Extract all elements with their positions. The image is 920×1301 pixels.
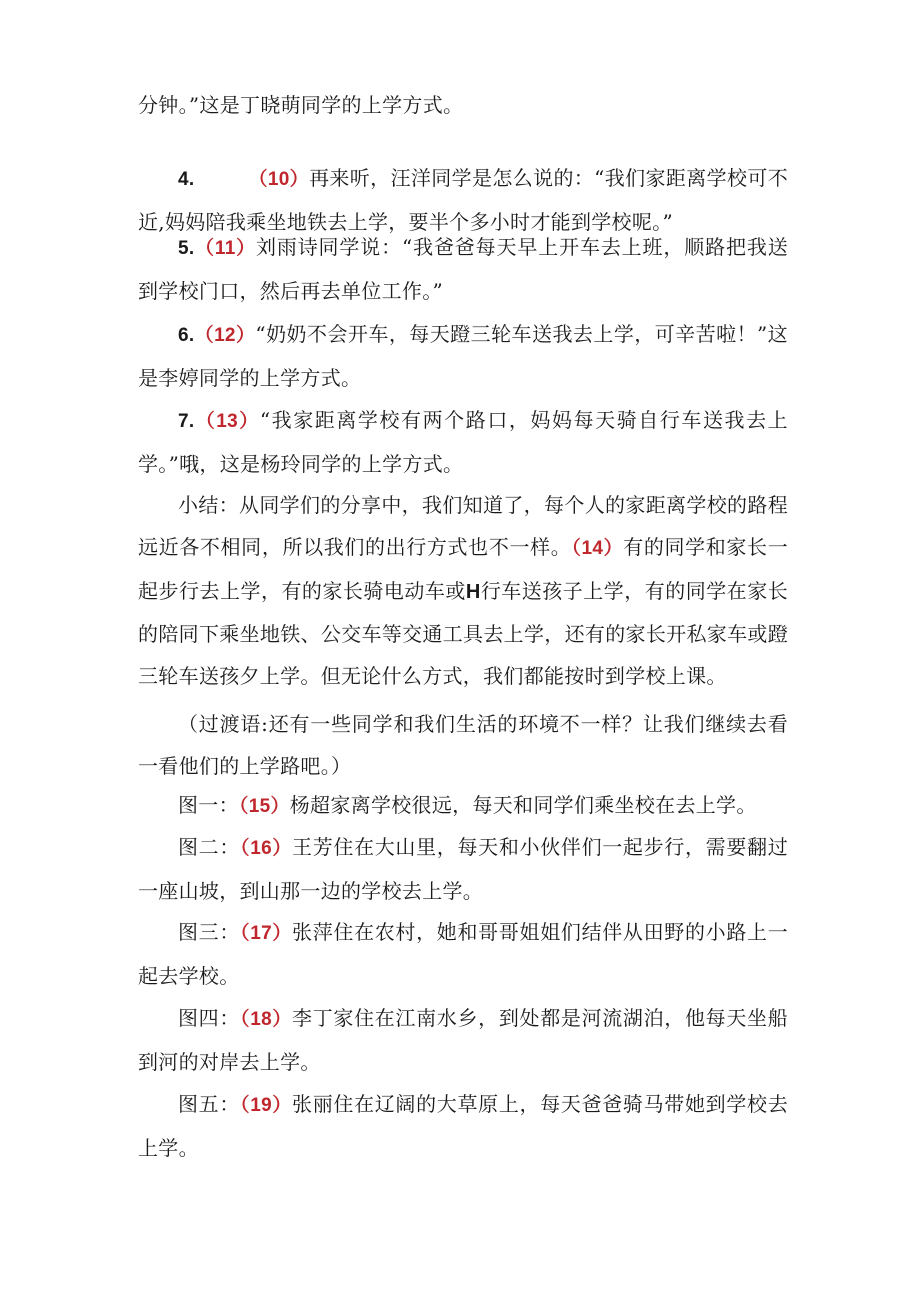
- paragraph-item-7: [138, 399, 788, 485]
- red-marker: （17）: [240, 923, 293, 944]
- summary-text-mid: 有的同学和家长一起步行去上学，有的家长骑电动车或: [138, 535, 788, 603]
- figure-label: 图五：: [178, 1092, 241, 1116]
- paragraph-text: 张萍住在农村，她和哥哥姐姐们结伴从田野的小路上一起去学校。: [138, 920, 788, 988]
- summary-text-after: 行车送孩子上学，有的同学在家长的陪同下乘坐地铁、公交车等交通工具去上学，还有的家长开私家车或蹬三轮车送孩夕上学。但无论什么方式，我们都能按时到学校上课。: [138, 579, 788, 688]
- paragraph-item-6: [138, 313, 788, 399]
- paragraph-text: “我家距离学校有两个路口，妈妈每天骑自行车送我去上学。”哦，这是杨玲同学的上学方式。: [138, 408, 788, 476]
- summary-letter: H: [465, 581, 481, 603]
- figure-label: 图一：: [178, 793, 239, 817]
- paragraph-summary: [138, 484, 788, 697]
- paragraph-item-5: [138, 226, 788, 312]
- paragraph-transition: [138, 703, 788, 787]
- figure-label: 图四：: [178, 1006, 241, 1030]
- red-marker: （10）: [248, 169, 310, 190]
- red-marker: （15）: [238, 796, 290, 817]
- paragraph-text: 分钟。”这是丁晓萌同学的上学方式。: [138, 93, 464, 117]
- figure-label: 图三：: [178, 920, 241, 944]
- red-marker: （16）: [240, 838, 293, 859]
- paragraph-continuation: [138, 84, 788, 126]
- paragraph-text: “奶奶不会开车，每天蹬三轮车送我去上学，可辛苦啦！”这是李婷同学的上学方式。: [138, 322, 788, 390]
- red-marker: （19）: [240, 1095, 293, 1116]
- item-number: 6.: [178, 325, 195, 346]
- paragraph-figure-4: [138, 997, 788, 1083]
- paragraph-text: 张丽住在辽阔的大草原上，每天爸爸骑马带她到学校去上学。: [138, 1092, 788, 1160]
- red-marker: （13）: [194, 411, 260, 432]
- item-number: 4.: [178, 169, 195, 190]
- red-marker: （14）: [571, 538, 624, 559]
- paragraph-text: 王芳住在大山里，每天和小伙伴们一起步行，需要翻过一座山坡，到山那一边的学校去上学。: [138, 835, 788, 903]
- paragraph-text: （过渡语:还有一些同学和我们生活的环境不一样？让我们继续去看一看他们的上学路吧。）: [138, 712, 788, 778]
- paragraph-figure-1: [138, 784, 788, 828]
- item-number: 7.: [178, 411, 195, 432]
- paragraph-figure-2: [138, 826, 788, 912]
- paragraph-figure-5: [138, 1083, 788, 1169]
- paragraph-text: 杨超家离学校很远，每天和同学们乘坐校在去上学。: [289, 793, 757, 817]
- red-marker: （12）: [194, 325, 256, 346]
- red-marker: （18）: [240, 1009, 293, 1030]
- summary-text-before: 小结：从同学们的分享中，我们知道了，每个人的家距离学校的路程远近各不相同，所以我们的出行方式也不一样。: [138, 493, 788, 559]
- paragraph-text: 刘雨诗同学说：“我爸爸每天早上开车去上班，顺路把我送到学校门口，然后再去单位工作。”: [138, 235, 788, 303]
- paragraph-figure-3: [138, 911, 788, 997]
- paragraph-text: 再来听，汪洋同学是怎么说的：“我们家距离学校可不近,妈妈陪我乘坐地铁去上学，要半个多小时才能到学校呢。”: [138, 166, 788, 234]
- red-marker: （11）: [194, 238, 256, 259]
- paragraph-text: 李丁家住在江南水乡，到处都是河流湖泊，他每天坐船到河的对岸去上学。: [138, 1006, 788, 1074]
- figure-label: 图二：: [178, 835, 241, 859]
- item-number: 5.: [178, 238, 195, 259]
